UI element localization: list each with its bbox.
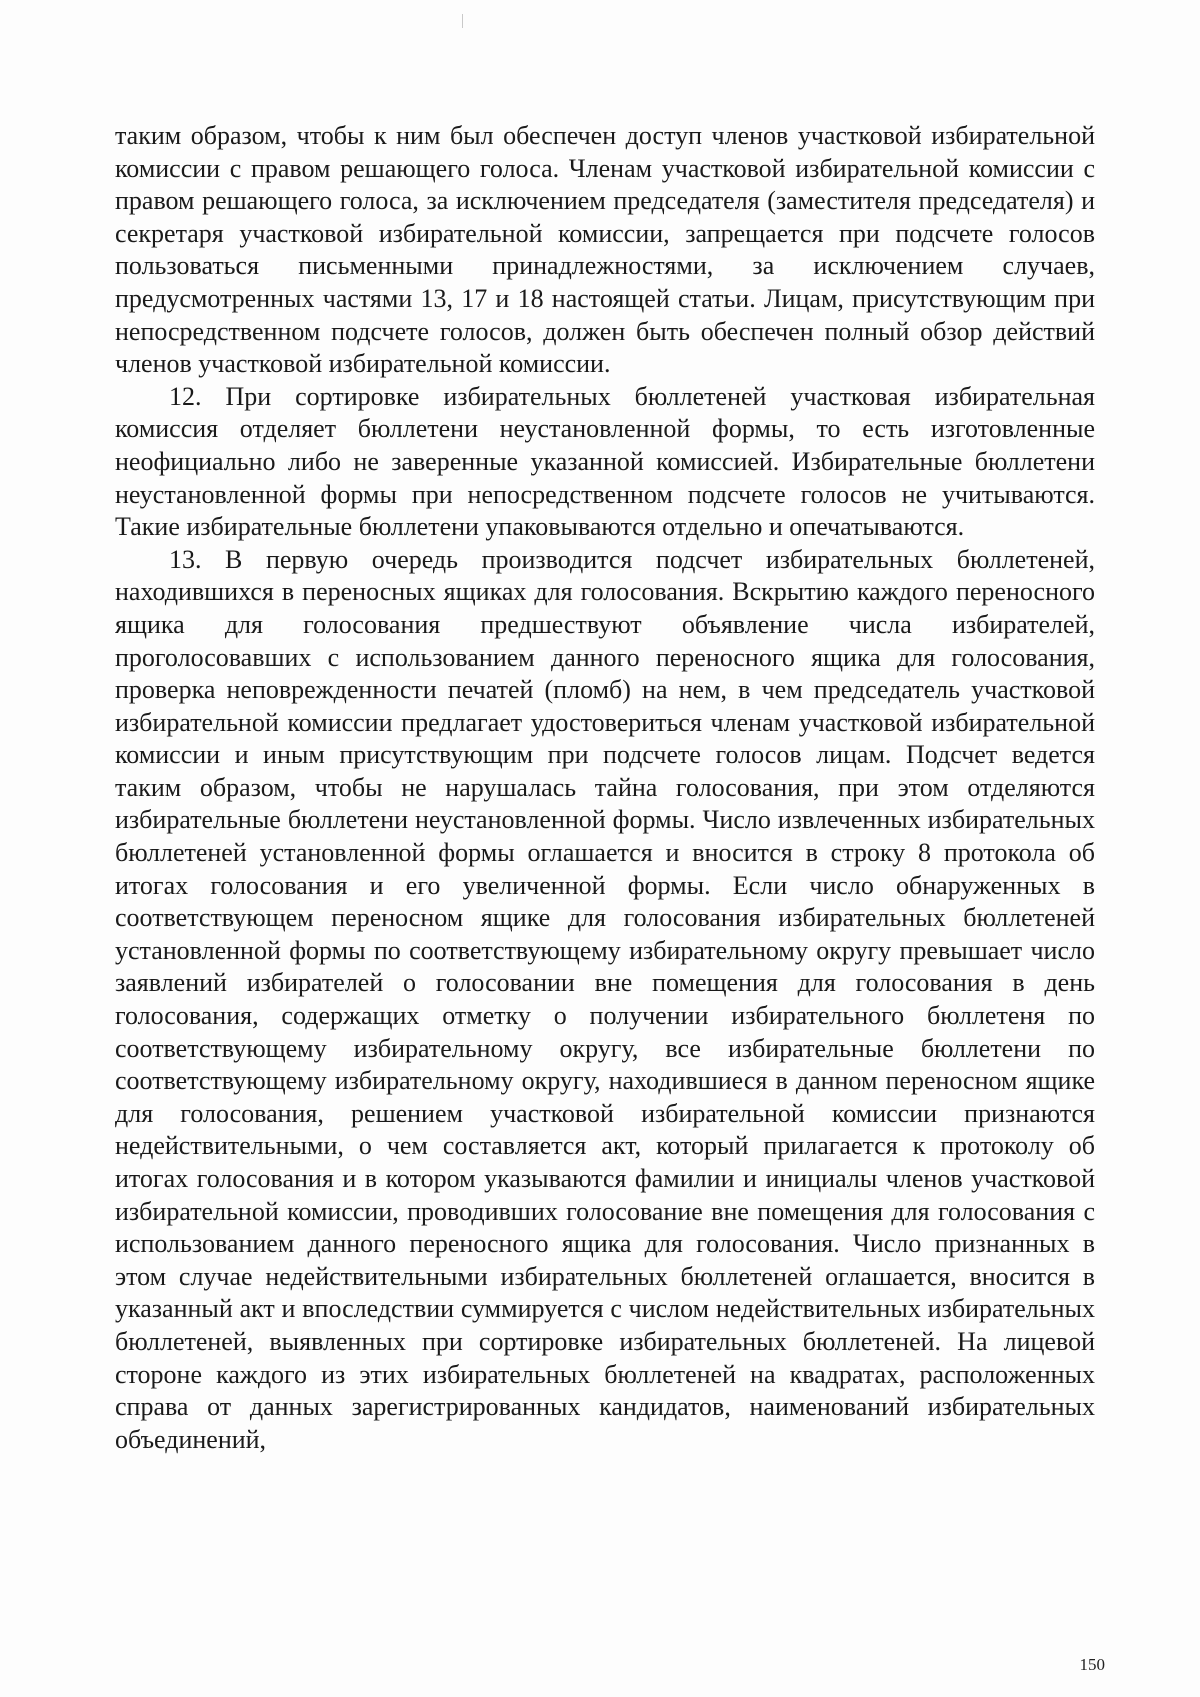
paragraph-continuation: таким образом, чтобы к ним был обеспечен доступ членов участковой избирательной комиссии с правом решающего голоса. Членам участковой избирательной комиссии с правом решающего голоса, за исключением председателя (заместителя председателя) и секретаря участковой избирательной комиссии, запрещается при подсчете голосов пользоваться письменными принадлежностями, за исключением случаев, предусмотренных частями 13, 17 и 18 настоящей статьи. Лицам, присутствующим при непосредственном подсчете голосов, должен быть обеспечен полный обзор действий членов участковой избирательной комиссии. — [115, 121, 1095, 379]
paragraph-12: 12. При сортировке избирательных бюллетеней участковая избирательная комиссия отделяет бюллетени неустановленной формы, то есть изготовленные неофициально либо не заверенные указанной комиссией. Избирательные бюллетени неустановленной формы при непосредственном подсчете голосов не учитываются. Такие избирательные бюллетени упаковываются отдельно и опечатываются. — [115, 381, 1095, 542]
body-text — [115, 120, 1095, 1456]
scan-artifact — [462, 14, 463, 28]
page-number: 150 — [1079, 1655, 1105, 1674]
paragraph-13: 13. В первую очередь производится подсчет избирательных бюллетеней, находившихся в переносных ящиках для голосования. Вскрытию каждого переносного ящика для голосования предшествуют объявление числа избирателей, проголосовавших с использованием данного переносного ящика для голосования, проверка неповрежденности печатей (пломб) на нем, в чем председатель участковой избирательной комиссии предлагает удостовериться членам участковой избирательной комиссии и иным присутствующим при подсчете голосов лицам. Подсчет ведется таким образом, чтобы не нарушалась тайна голосования, при этом отделяются избирательные бюллетени неустановленной формы. Число извлеченных избирательных бюллетеней установленной формы оглашается и вносится в строку 8 протокола об итогах голосования и его увеличенной формы. Если число обнаруженных в соответствующем переносном ящике для голосования избирательных бюллетеней установленной формы по соответствующему избирательному округу превышает число заявлений избирателей о голосовании вне помещения для голосования в день голосования, содержащих отметку о получении избирательного бюллетеня по соответствующему избирательному округу, все избирательные бюллетени по соответствующему избирательному округу, находившиеся в данном переносном ящике для голосования, решением участковой избирательной комиссии признаются недействительными, о чем составляется акт, который прилагается к протоколу об итогах голосования и в котором указываются фамилии и инициалы членов участковой избирательной комиссии, проводивших голосование вне помещения для голосования с использованием данного переносного ящика для голосования. Число признанных в этом случае недействительными избирательных бюллетеней оглашается, вносится в указанный акт и впоследствии суммируется с числом недействительных избирательных бюллетеней, выявленных при сортировке избирательных бюллетеней. На лицевой стороне каждого из этих избирательных бюллетеней на квадратах, расположенных справа от данных зарегистрированных кандидатов, наименований избирательных объединений, — [115, 544, 1095, 1454]
